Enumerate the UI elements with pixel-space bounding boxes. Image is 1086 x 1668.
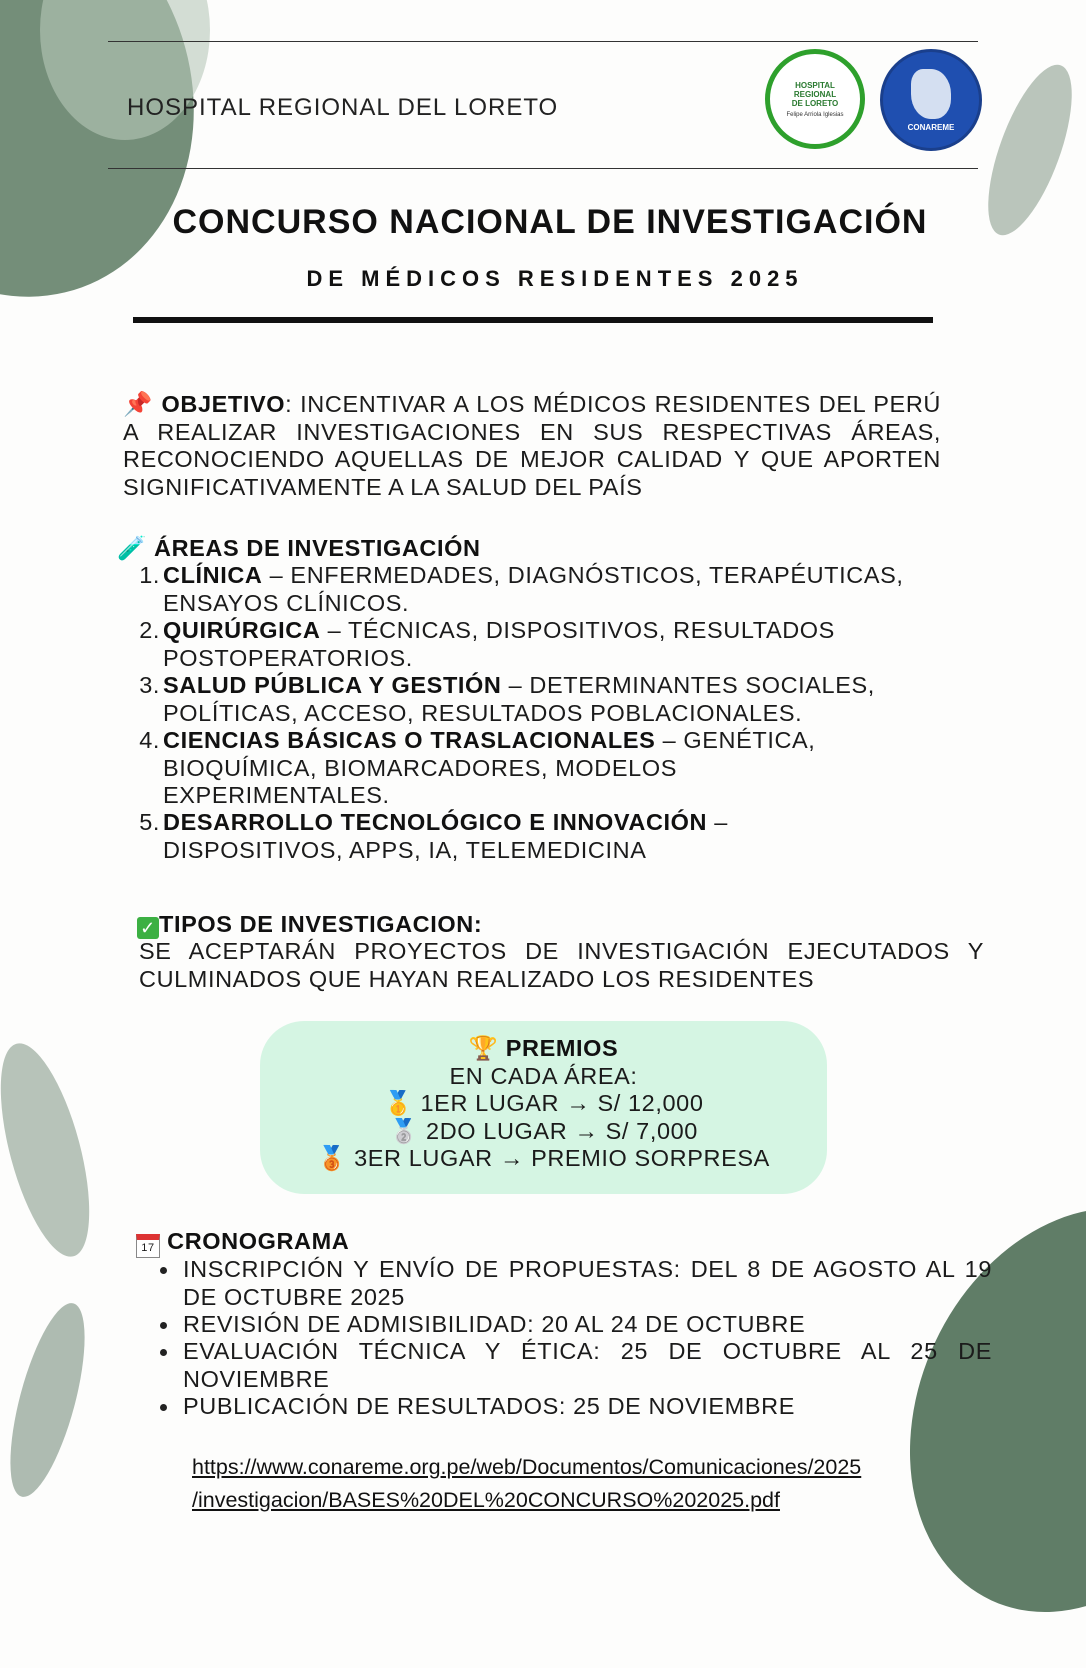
area-item (138, 809, 818, 864)
conareme-logo: CONAREME (880, 49, 982, 151)
bronze-medal-icon: 🥉 (317, 1145, 347, 1171)
test-tube-icon: 🧪 (117, 535, 147, 561)
prize-item (260, 1118, 827, 1146)
area-name: CLÍNICA (163, 562, 263, 588)
silver-medal-icon: 🥈 (389, 1117, 419, 1144)
prize-text: 1ER LUGAR → S/ 12,000 (420, 1090, 704, 1116)
prize-text: 2DO LUGAR → S/ 7,000 (426, 1117, 698, 1144)
prize-text: 3ER LUGAR → PREMIO SORPRESA (354, 1145, 770, 1171)
bases-link-line1[interactable]: https://www.conareme.org.pe/web/Documentos/Comunicaciones/2025 (192, 1455, 862, 1479)
page-title: CONCURSO NACIONAL DE INVESTIGACIÓN (172, 203, 928, 241)
cronograma-heading-row (136, 1228, 349, 1258)
area-number: 4. (139, 727, 160, 753)
pushpin-icon: 📌 (123, 391, 154, 417)
area-number: 5. (139, 809, 160, 835)
objetivo-label: OBJETIVO (161, 391, 286, 417)
header-top-rule (108, 41, 978, 42)
area-item (138, 672, 968, 727)
objetivo-text: : INCENTIVAR A LOS MÉDICOS RESIDENTES DEL PERÚ A REALIZAR INVESTIGACIONES EN SUS RESPECTIVAS ÁREAS, RECONOCIENDO AQUELLAS DE MEJOR CALIDAD Y QUE APORTEN SIGNIFICATIVAMENTE A LA SALUD DEL PAÍS (123, 391, 941, 500)
bases-link[interactable] (192, 1451, 861, 1517)
areas-heading-row (117, 535, 481, 563)
title-rule (133, 317, 933, 323)
area-name: SALUD PÚBLICA Y GESTIÓN (163, 672, 502, 698)
area-desc: – DISPOSITIVOS, APPS, IA, TELEMEDICINA (163, 809, 728, 863)
leaf-decoration-left (0, 1035, 107, 1266)
area-name: DESARROLLO TECNOLÓGICO E INNOVACIÓN (163, 809, 708, 835)
bases-link-line2[interactable]: /investigacion/BASES%20DEL%20CONCURSO%202025.pdf (192, 1488, 780, 1512)
prize-item (260, 1090, 827, 1118)
cronograma-heading: CRONOGRAMA (167, 1228, 350, 1254)
calendar-icon: 17 (136, 1234, 160, 1258)
hospital-name: HOSPITAL REGIONAL DEL LORETO (127, 94, 559, 121)
premios-subheading: EN CADA ÁREA: (449, 1062, 638, 1089)
area-desc: – GENÉTICA, BIOQUÍMICA, BIOMARCADORES, MODELOS EXPERIMENTALES. (163, 727, 816, 808)
prize-item (260, 1145, 827, 1173)
areas-heading: ÁREAS DE INVESTIGACIÓN (154, 535, 481, 561)
tipos-heading: TIPOS DE INVESTIGACION: (159, 911, 483, 937)
area-item (138, 727, 898, 810)
leaf-decoration-left-2 (0, 1296, 100, 1503)
tipos-text: SE ACEPTARÁN PROYECTOS DE INVESTIGACIÓN EJECUTADOS Y CULMINADOS QUE HAYAN REALIZADO LOS RESIDENTES (139, 938, 985, 992)
cronograma-item: EVALUACIÓN TÉCNICA Y ÉTICA: 25 DE OCTUBRE AL 25 DE NOVIEMBRE (160, 1338, 992, 1393)
premios-heading: PREMIOS (505, 1035, 619, 1061)
area-number: 1. (139, 562, 160, 588)
area-desc: – ENFERMEDADES, DIAGNÓSTICOS, TERAPÉUTICAS, ENSAYOS CLÍNICOS. (163, 562, 904, 616)
area-desc: – DETERMINANTES SOCIALES, POLÍTICAS, ACCESO, RESULTADOS POBLACIONALES. (163, 672, 875, 726)
trophy-icon: 🏆 (468, 1035, 499, 1061)
cronograma-item: PUBLICACIÓN DE RESULTADOS: 25 DE NOVIEMBRE (160, 1393, 992, 1421)
area-item (138, 562, 998, 617)
cronograma-item: INSCRIPCIÓN Y ENVÍO DE PROPUESTAS: DEL 8 DE AGOSTO AL 19 DE OCTUBRE 2025 (160, 1256, 992, 1311)
header-bottom-rule (108, 168, 978, 169)
gold-medal-icon: 🥇 (383, 1090, 414, 1116)
area-item (138, 617, 918, 672)
area-number: 3. (139, 672, 160, 698)
area-name: QUIRÚRGICA (163, 617, 321, 643)
area-desc: – TÉCNICAS, DISPOSITIVOS, RESULTADOS POSTOPERATORIOS. (163, 617, 835, 671)
area-name: CIENCIAS BÁSICAS O TRASLACIONALES (163, 727, 656, 753)
premios-content (260, 1035, 827, 1173)
area-number: 2. (139, 617, 160, 643)
hospital-logo: HOSPITAL REGIONAL DE LORETO Felipe Arriola Iglesias (765, 49, 865, 149)
check-mark-icon: ✓ (137, 917, 159, 939)
page-subtitle: DE MÉDICOS RESIDENTES 2025 (306, 266, 804, 291)
objetivo-section (123, 391, 941, 501)
tipos-heading-row (137, 911, 482, 939)
cronograma-item: REVISIÓN DE ADMISIBILIDAD: 20 AL 24 DE OCTUBRE (160, 1311, 992, 1339)
